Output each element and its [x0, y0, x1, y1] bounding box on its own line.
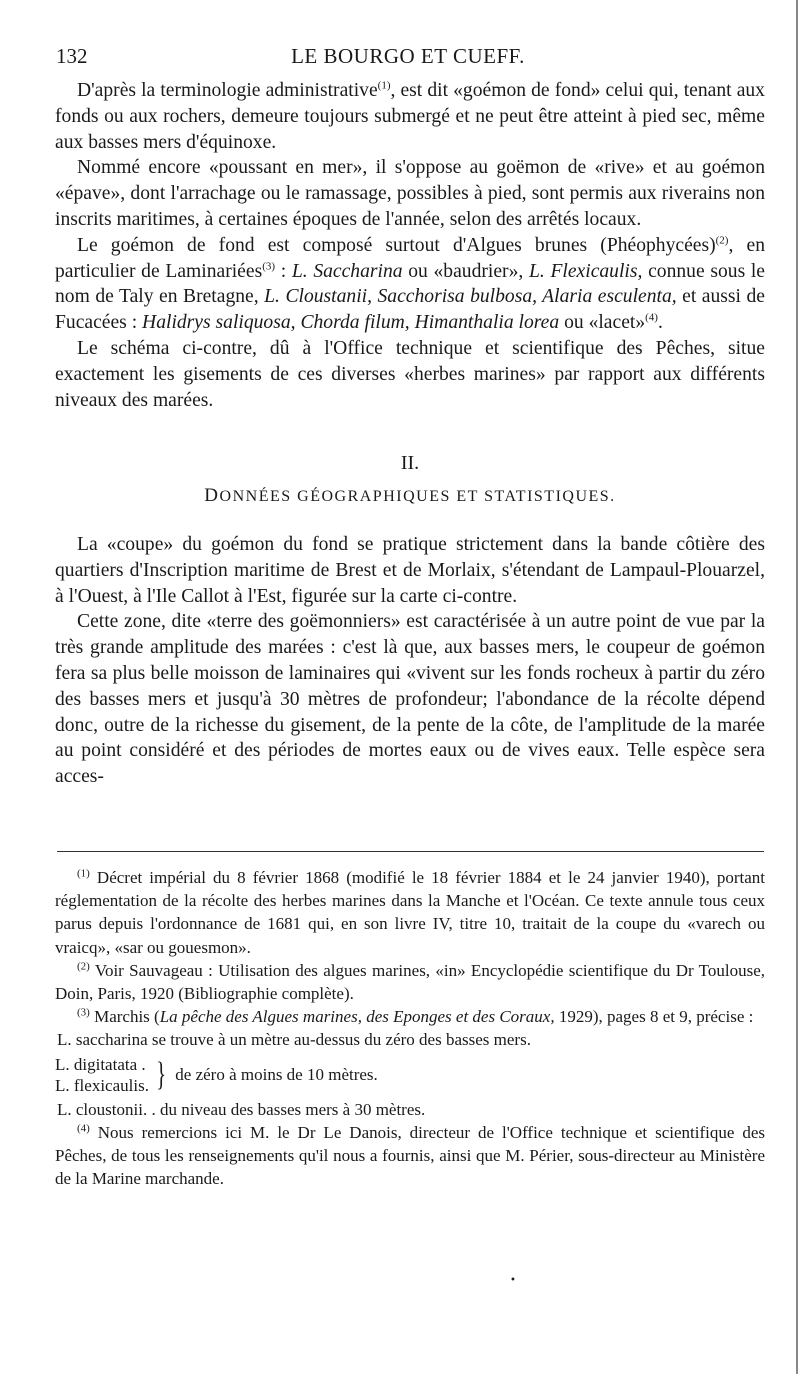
section-number: II. — [400, 452, 420, 475]
footnote-ref: (3) — [262, 260, 276, 273]
footnote-ref: (2) — [715, 234, 729, 247]
footnote-3: $^{(3)}$ Marchis (La pêche des Algues marines, des Eponges et des Coraux, 1929), pages 8 et 9, précise : — [77, 1006, 754, 1027]
species-flexicaulis: L. flexicaulis. — [55, 1075, 149, 1095]
paragraph-4: Le schéma ci-contre, dû à l'Office technique et scientifique des Pêches, situe exactement les gisements de ces diverses «herbes marines» par rapport aux différents niveaux des marées. — [55, 337, 765, 411]
footnote-4: $^{(4)}$ Nous remercions ici M. le Dr Le Danois, directeur de l'Office technique et scientifique des Pêches, de tous les renseignements qu'il nous a fournis, ainsi que M. Périer, sous-directeur au Ministère de la Marine marchande. — [55, 1122, 766, 1189]
paragraph-5: La «coupe» du goémon du fond se pratique strictement dans la bande côtière des quartiers d'Inscription maritime de Brest et de Morlaix, s'étendant de Lampaul-Plouarzel, à l'Ouest, à l'Ile Callot à l'Est, figurée sur la carte ci-contre. — [55, 533, 765, 607]
paragraph-6: Cette zone, dite «terre des goëmonniers» est caractérisée à un autre point de vue par la très grande amplitude des marées : c'est là que, aux basses mers, le coupeur de goémon fera sa plus belle moisson de laminaires qui «vivent sur les fonds rocheux à partir du zéro des basses mers et jusqu'à 30 mètres de profondeur; l'abondance de la récolte dépend donc, outre de la richesse du gisement, de la pente de la côte, de l'amplitude de la marée au point considéré et des périodes de mortes eaux ou de vives eaux. Telle espèce sera acces- — [55, 611, 765, 788]
footnote-ref: (4) — [645, 311, 658, 324]
section-title: DONNÉES GÉOGRAPHIQUES ET STATISTIQUES. — [204, 485, 616, 507]
page-number: 132 — [56, 44, 88, 68]
footnote-1: $^{(1)}$ Décret impérial du 8 février 1868 (modifié le 18 février 1884 et le 24 janvier 1940), portant réglementation de la récolte des herbes marines dans la Manche et l'Océan. Ce texte annule tous ceux parus depuis l'ordonnance de 1681 qui, en son livre IV, titre 10, traitait de la coupe du «varech ou vraicq», «sar ou gouesmon». — [55, 867, 765, 957]
footnote-3-brace-group: L. digitatata . L. flexicaulis. } de zéro à moins de 10 mètres. — [55, 1054, 378, 1095]
main-text — [55, 78, 765, 790]
running-head: LE BOURGO ET CUEFF. — [291, 44, 525, 68]
footnotes — [55, 866, 765, 1190]
print-speck: • — [510, 1275, 516, 1286]
footnote-2: $^{(2)}$ Voir Sauvageau : Utilisation des algues marines, «in» Encyclopédie scientifique du Dr Toulouse, Doin, Paris, 1920 (Bibliographie complète). — [55, 960, 766, 1004]
brace-icon: } — [156, 1055, 167, 1093]
page-header — [56, 44, 760, 72]
paragraph-3: Le goémon de fond est composé surtout d'Algues brunes (Phéophycées)$^{(2)}$, en particulier de Laminariées$^{(3)}$ : L. Saccharina ou «baudrier», L. Flexicaulis, connue sous le nom de Taly en Bretagne, L. Cloustanii, Sacchorisa bulbosa, Alaria esculenta, et aussi de Fucacées : Halidrys saliquosa, Chorda filum, Himanthalia lorea ou «lacet»$^{(4)}$. — [55, 234, 766, 334]
page-edge-rule — [796, 0, 798, 1374]
species-digitata: L. digitatata . — [55, 1054, 146, 1074]
footnote-3-line-3: L. cloustonii. . du niveau des basses mers à 30 mètres. — [57, 1099, 426, 1119]
footnote-divider — [57, 851, 764, 852]
footnote-3-line-1: L. saccharina se trouve à un mètre au-dessus du zéro des basses mers. — [57, 1030, 531, 1050]
paragraph-2: Nommé encore «poussant en mer», il s'oppose au goëmon de «rive» et au goémon «épave», dont l'arrachage ou le ramassage, possibles à pied, sont permis aux riverains non inscrits maritimes, à certaines époques de l'année, selon des arrêtés locaux. — [55, 157, 765, 230]
paragraph-1: D'après la terminologie administrative$^{(1)}$, est dit «goémon de fond» celui qui, tenant aux fonds ou aux rochers, demeure toujours submergé et ne peut être atteint à pied sec, même aux basses mers d'équinoxe. — [55, 79, 765, 153]
footnote-ref: (1) — [377, 79, 391, 92]
